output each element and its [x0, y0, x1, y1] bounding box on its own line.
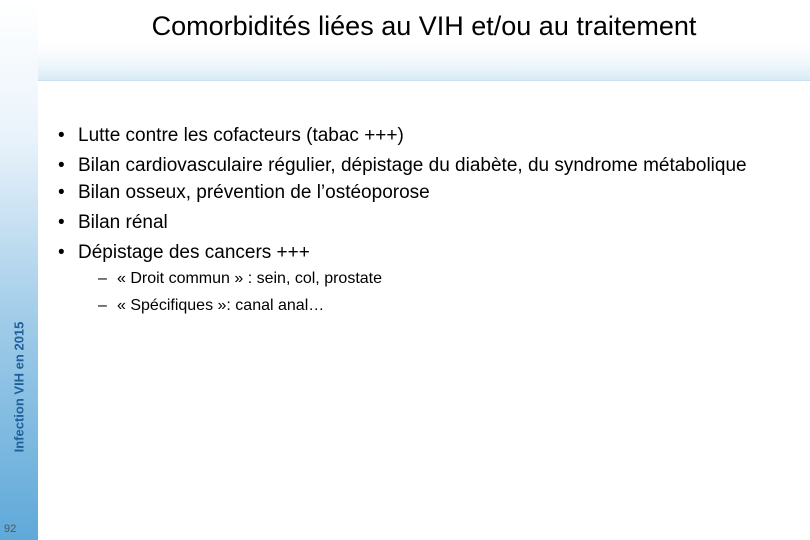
bullet-text: Lutte contre les cofacteurs (tabac +++) [78, 125, 404, 146]
bullet-marker: • [58, 212, 65, 233]
bullet-item [58, 211, 778, 234]
bullet-marker: • [58, 125, 65, 146]
bullet-item [58, 154, 778, 177]
dash-marker: – [98, 270, 107, 287]
header-divider [38, 80, 810, 81]
bullet-item [58, 124, 778, 147]
bullet-text: Bilan rénal [78, 212, 168, 233]
sub-bullet-item [98, 295, 778, 317]
sub-bullet-list [78, 268, 778, 317]
bullet-marker: • [58, 242, 65, 263]
slide-content [58, 124, 778, 324]
bullet-item [58, 181, 778, 204]
bullet-marker: • [58, 155, 65, 176]
bullet-text: Dépistage des cancers +++ [78, 242, 310, 263]
sidebar-label: Infection VIH en 2015 [11, 321, 27, 453]
bullet-list [58, 124, 778, 317]
dash-marker: – [98, 297, 107, 314]
bullet-item [58, 241, 778, 317]
slide-title: Comorbidités liées au VIH et/ou au traitement [151, 11, 697, 41]
bullet-text: Bilan cardiovasculaire régulier, dépistage du diabète, du syndrome métabolique [78, 155, 747, 176]
bullet-text: Bilan osseux, prévention de l’ostéoporose [78, 182, 430, 203]
sub-bullet-text: « Droit commun » : sein, col, prostate [117, 270, 382, 287]
bullet-marker: • [58, 182, 65, 203]
sidebar-band [0, 0, 38, 540]
sub-bullet-item [98, 268, 778, 290]
sub-bullet-text: « Spécifiques »: canal anal… [117, 297, 325, 314]
page-number: 92 [4, 523, 17, 535]
